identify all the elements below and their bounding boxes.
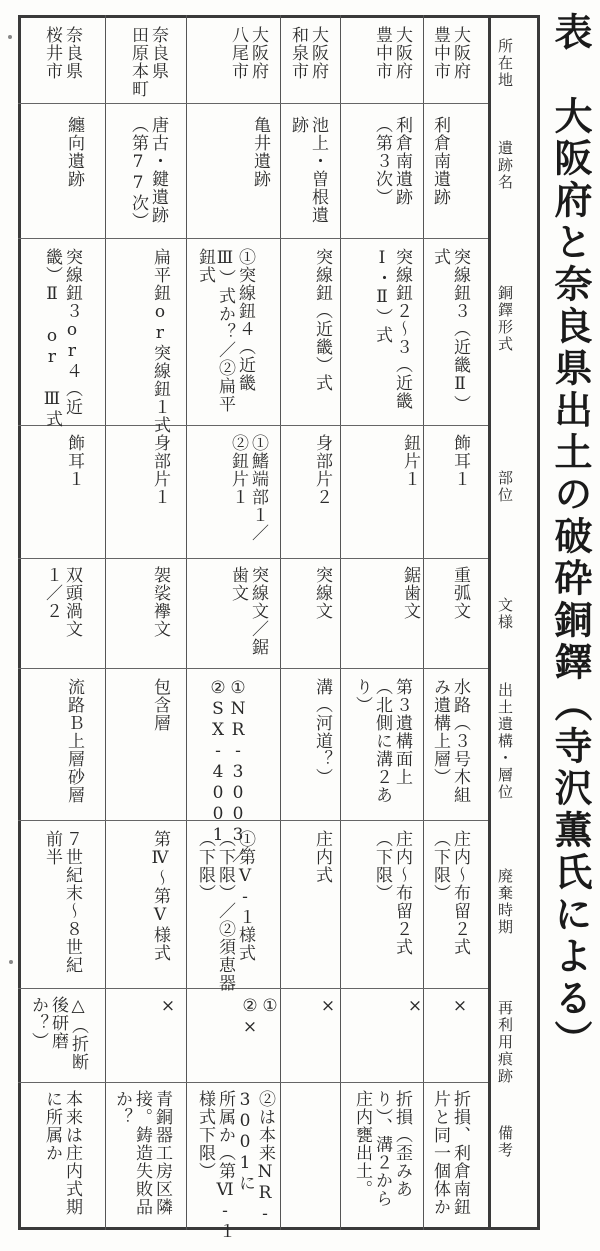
field-divider — [18, 668, 488, 669]
row4-notes: ②は本来NR-3001に 所属か（第Ⅵ-１ 様式下限） — [195, 1090, 275, 1240]
header-site: 遺跡名 — [496, 140, 514, 191]
row3-pattern: 突線文 — [312, 566, 332, 620]
row3-site: 池上・曽根遺 跡 — [288, 116, 328, 224]
row1-part: 飾耳１ — [450, 434, 470, 488]
row6-part: 飾耳１ — [64, 434, 84, 488]
row3-discard: 庄内式 — [312, 830, 332, 884]
row2-part: 鈕片１ — [400, 434, 420, 488]
row1-site: 利倉南遺跡 — [430, 116, 450, 206]
header-location: 所在地 — [496, 38, 514, 89]
scan-speck — [9, 960, 13, 964]
row2-pattern: 鋸歯文 — [400, 566, 420, 620]
row3-reuse: × — [318, 996, 338, 1017]
field-divider — [18, 558, 488, 559]
scan-speck — [8, 35, 12, 39]
row-divider — [105, 15, 106, 1230]
row-divider — [340, 15, 341, 1230]
field-divider — [18, 238, 488, 239]
handwritten-title: 表 大阪府と奈良県出土の破砕銅鐸（寺沢薫氏による） — [548, 12, 592, 1062]
header-type: 銅鐸形式 — [496, 285, 514, 353]
header-notes: 備考 — [496, 1125, 514, 1159]
row4-reuse: ① ②× — [240, 996, 280, 1038]
row3-location: 大阪府 和泉市 — [288, 26, 328, 80]
row2-discard: 庄内～布留２式 （下限） — [372, 830, 412, 956]
row1-notes: 折損、利倉南鈕 片と同一個体か — [430, 1090, 470, 1216]
row5-pattern: 袈裟襷文 — [150, 566, 170, 638]
row5-discard: 第Ⅳ～第Ⅴ様式 — [150, 830, 170, 962]
row1-discard: 庄内～布留２式 （下限） — [430, 830, 470, 956]
row4-discard: ①第Ⅴ-１様式 （下限）／②須恵器 （下限） — [195, 830, 255, 992]
row4-context: ①NR-3003／ ②SX-4001 — [208, 678, 248, 864]
row6-context: 流路Ｂ上層砂層 — [64, 678, 84, 804]
row5-notes: 青銅器工房区隣 接。鋳造失敗品 か？ — [112, 1090, 172, 1216]
row-divider — [186, 15, 187, 1230]
row6-discard: ７世紀末～８世紀 前半 — [42, 830, 82, 974]
row2-type: 突線鈕２～３（近畿 Ⅰ・Ⅱ）式 — [372, 248, 412, 410]
table-frame — [18, 15, 540, 1230]
row5-site: 唐古・鍵遺跡 （第77次） — [128, 116, 168, 230]
row5-part: 身部片１ — [150, 434, 170, 506]
row2-reuse: × — [405, 996, 425, 1017]
row6-location: 奈良県 桜井市 — [42, 26, 82, 80]
row-divider — [280, 15, 281, 1230]
field-divider — [18, 103, 488, 104]
row4-type: ①突線鈕４（近畿 Ⅲ）式か？／②扁平 鈕式 — [195, 248, 255, 413]
row3-context: 溝（河道？） — [312, 678, 332, 786]
header-pattern: 文様 — [496, 597, 514, 631]
row2-location: 大阪府 豊中市 — [372, 26, 412, 80]
header-divider — [488, 15, 491, 1230]
row4-location: 大阪府 八尾市 — [228, 26, 268, 80]
row5-reuse: × — [158, 996, 178, 1017]
row5-type: 扁平鈕or突線鈕１式 — [150, 248, 170, 434]
row1-reuse: × — [450, 996, 470, 1017]
header-discard: 廃棄時期 — [496, 868, 514, 936]
field-divider — [18, 820, 488, 821]
row5-context: 包含層 — [150, 678, 170, 732]
header-reuse: 再利用痕跡 — [496, 1000, 514, 1085]
row6-reuse: △（折断 後研磨 か？） — [28, 996, 88, 1071]
row3-type: 突線鈕（近畿）式 — [312, 248, 332, 392]
header-context: 出土遺構・層位 — [496, 682, 514, 801]
row2-site: 利倉南遺跡 （第３次） — [372, 116, 412, 206]
field-divider — [18, 1082, 488, 1083]
row1-type: 突線鈕３（近畿Ⅱ） 式 — [430, 248, 470, 413]
field-divider — [18, 425, 488, 426]
header-part: 部位 — [496, 470, 514, 504]
row1-context: 水路（３号木組 み遺構上層） — [430, 678, 470, 804]
row6-site: 纏向遺跡 — [64, 116, 84, 188]
row4-part: ①鰭端部１／ ②鈕片１ — [228, 434, 268, 542]
row5-location: 奈良県 田原本町 — [128, 26, 168, 98]
row4-site: 亀井遺跡 — [250, 116, 270, 188]
row1-pattern: 重弧文 — [450, 566, 470, 620]
row-divider — [423, 15, 424, 1230]
row2-notes: 折損（歪みあ り）、溝２から 庄内甕出土。 — [352, 1090, 412, 1208]
row3-part: 身部片２ — [312, 434, 332, 506]
row6-type: 突線鈕３or４（近 畿）Ⅱ or Ⅲ式 — [42, 248, 82, 428]
row1-location: 大阪府 豊中市 — [430, 26, 470, 80]
row2-context: 第３遺構面上 （北側に溝２あ り） — [352, 678, 412, 804]
row6-pattern: 双頭渦文 １／２ — [42, 566, 82, 638]
row6-notes: 本来は庄内式期 に所属か — [42, 1090, 82, 1216]
row4-pattern: 突線文／鋸 歯文 — [228, 566, 268, 656]
